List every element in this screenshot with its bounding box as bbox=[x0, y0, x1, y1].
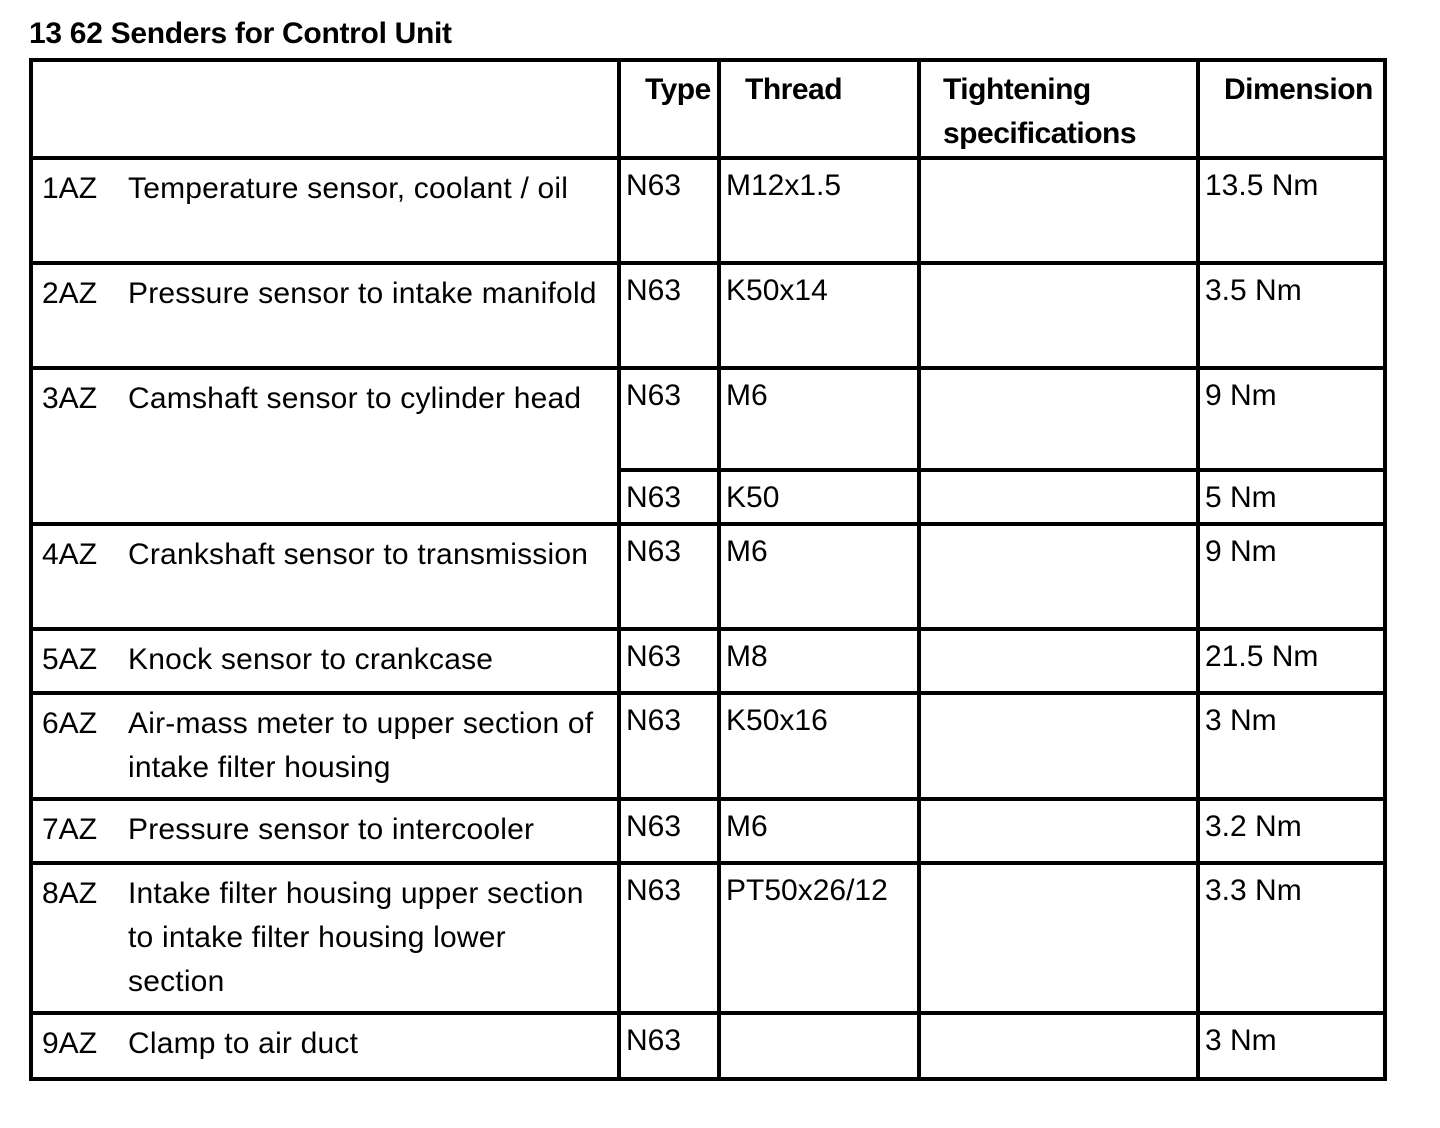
row-dimension: 3.3 Nm bbox=[1198, 863, 1385, 1013]
row-dimension: 3.5 Nm bbox=[1198, 263, 1385, 368]
row-tightening bbox=[919, 263, 1198, 368]
row-description: Clamp to air duct bbox=[128, 1027, 359, 1060]
row-code: 6AZ bbox=[42, 707, 98, 740]
row-code: 8AZ bbox=[42, 877, 98, 910]
row-type: N63 bbox=[619, 368, 719, 470]
row-description-cell bbox=[31, 524, 619, 629]
specification-table bbox=[29, 58, 1387, 1081]
row-description-cell bbox=[31, 263, 619, 368]
row-type: N63 bbox=[619, 158, 719, 263]
row-thread: M6 bbox=[719, 368, 919, 470]
row-tightening bbox=[919, 368, 1198, 470]
row-dimension: 3.2 Nm bbox=[1198, 799, 1385, 863]
header-thread: Thread bbox=[719, 60, 919, 158]
row-description-cell bbox=[31, 368, 619, 524]
row-description-cell bbox=[31, 799, 619, 863]
header-description bbox=[31, 60, 619, 158]
row-description: Camshaft sensor to cylinder head bbox=[128, 382, 582, 415]
row-thread: M8 bbox=[719, 629, 919, 693]
row-description-cell bbox=[31, 158, 619, 263]
row-tightening bbox=[919, 158, 1198, 263]
row-type: N63 bbox=[619, 1013, 719, 1079]
row-code: 1AZ bbox=[42, 172, 98, 205]
row-code: 9AZ bbox=[42, 1027, 98, 1060]
row-thread: M12x1.5 bbox=[719, 158, 919, 263]
row-code: 2AZ bbox=[42, 277, 98, 310]
header-tightening-specifications: Tightening specifications bbox=[919, 60, 1198, 158]
header-dimension: Dimension bbox=[1198, 60, 1385, 158]
row-tightening bbox=[919, 863, 1198, 1013]
table-header-row bbox=[31, 60, 1385, 158]
row-dimension: 21.5 Nm bbox=[1198, 629, 1385, 693]
row-description-cell bbox=[31, 693, 619, 799]
table-row bbox=[31, 158, 1385, 263]
row-thread: M6 bbox=[719, 799, 919, 863]
row-tightening bbox=[919, 470, 1198, 524]
row-description: Crankshaft sensor to transmission bbox=[128, 538, 589, 571]
row-thread: K50 bbox=[719, 470, 919, 524]
table-row bbox=[31, 863, 1385, 1013]
row-description: Air-mass meter to upper section of intake filter housing bbox=[128, 707, 594, 784]
row-description-cell bbox=[31, 1013, 619, 1079]
row-code: 4AZ bbox=[42, 538, 98, 571]
table-row bbox=[31, 799, 1385, 863]
row-code: 3AZ bbox=[42, 382, 98, 415]
row-tightening bbox=[919, 799, 1198, 863]
row-dimension: 9 Nm bbox=[1198, 368, 1385, 470]
row-description-cell bbox=[31, 629, 619, 693]
row-dimension: 9 Nm bbox=[1198, 524, 1385, 629]
table-row bbox=[31, 1013, 1385, 1079]
row-type: N63 bbox=[619, 629, 719, 693]
header-type: Type bbox=[619, 60, 719, 158]
row-type: N63 bbox=[619, 863, 719, 1013]
row-dimension: 13.5 Nm bbox=[1198, 158, 1385, 263]
row-thread bbox=[719, 1013, 919, 1079]
row-thread: PT50x26/12 bbox=[719, 863, 919, 1013]
row-description: Pressure sensor to intercooler bbox=[128, 813, 535, 846]
row-thread: K50x14 bbox=[719, 263, 919, 368]
page-title: 13 62 Senders for Control Unit bbox=[29, 17, 452, 50]
row-dimension: 3 Nm bbox=[1198, 1013, 1385, 1079]
row-tightening bbox=[919, 1013, 1198, 1079]
row-description: Intake filter housing upper section to intake filter housing lower section bbox=[128, 877, 584, 998]
table-row bbox=[31, 629, 1385, 693]
row-tightening bbox=[919, 524, 1198, 629]
row-thread: K50x16 bbox=[719, 693, 919, 799]
table-row bbox=[31, 524, 1385, 629]
row-type: N63 bbox=[619, 263, 719, 368]
row-tightening bbox=[919, 693, 1198, 799]
row-tightening bbox=[919, 629, 1198, 693]
table-row bbox=[31, 368, 1385, 470]
row-code: 7AZ bbox=[42, 813, 98, 846]
row-type: N63 bbox=[619, 470, 719, 524]
row-type: N63 bbox=[619, 799, 719, 863]
row-dimension: 5 Nm bbox=[1198, 470, 1385, 524]
row-description: Pressure sensor to intake manifold bbox=[128, 277, 597, 310]
table-row bbox=[31, 263, 1385, 368]
row-code: 5AZ bbox=[42, 643, 98, 676]
row-type: N63 bbox=[619, 693, 719, 799]
row-description: Temperature sensor, coolant / oil bbox=[128, 172, 569, 205]
table-row bbox=[31, 693, 1385, 799]
row-thread: M6 bbox=[719, 524, 919, 629]
row-description-cell bbox=[31, 863, 619, 1013]
row-description: Knock sensor to crankcase bbox=[128, 643, 494, 676]
row-dimension: 3 Nm bbox=[1198, 693, 1385, 799]
row-type: N63 bbox=[619, 524, 719, 629]
